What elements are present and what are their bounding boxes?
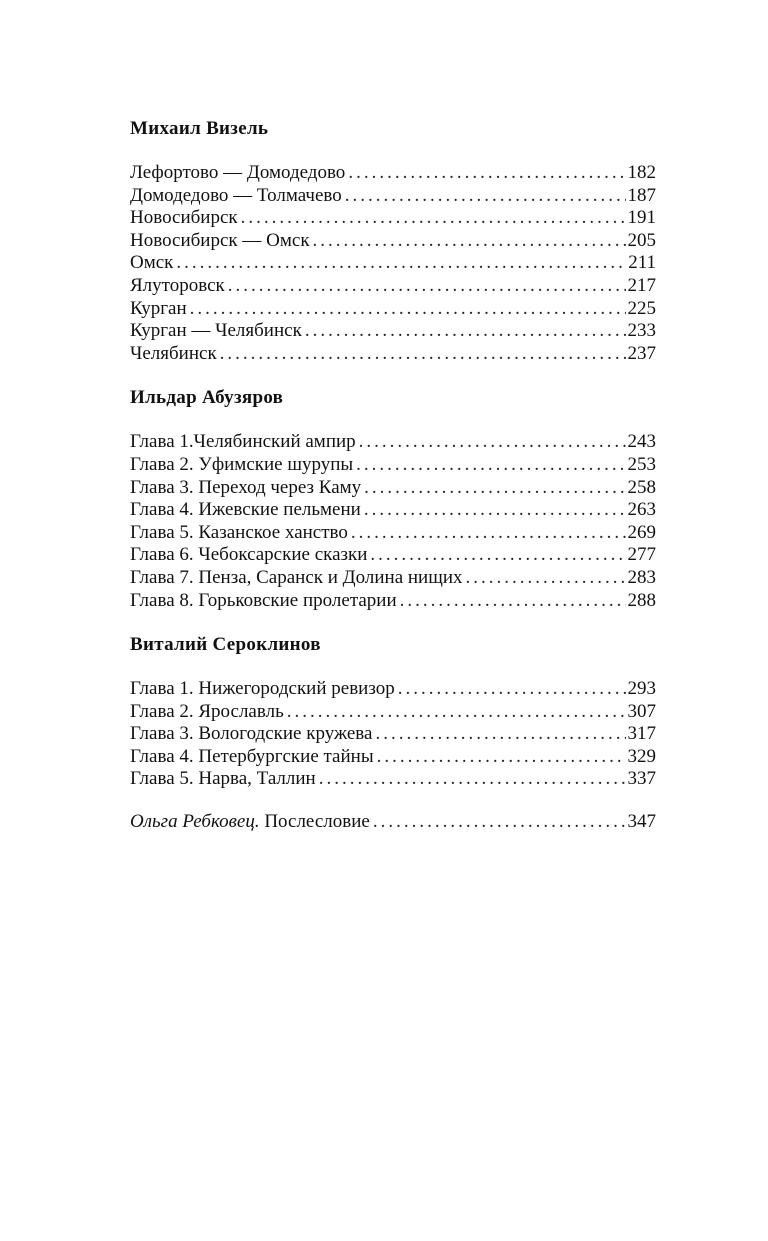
entry-title: Глава 1.Челябинский ампир [130, 431, 356, 453]
dot-leader [356, 454, 625, 477]
entry-page: 307 [627, 700, 656, 722]
entry-page: 205 [627, 229, 656, 251]
toc-entry [130, 567, 656, 590]
dot-leader [190, 298, 626, 321]
entry-title: Новосибирск [130, 207, 238, 229]
afterword-title: Послесловие [259, 811, 370, 833]
dot-leader [228, 275, 626, 298]
entry-title: Глава 3. Переход через Каму [130, 476, 362, 498]
toc-entry [130, 275, 656, 298]
toc-entry [130, 431, 656, 454]
toc-entry [130, 678, 656, 701]
toc-section [130, 116, 656, 365]
toc-entry [130, 723, 656, 746]
entry-page: 269 [627, 521, 656, 543]
table-of-contents [130, 116, 656, 854]
toc-entry [130, 185, 656, 208]
dot-leader [319, 768, 626, 791]
toc-entry [130, 207, 656, 230]
entry-title: Глава 4. Ижевские пельмени [130, 499, 361, 521]
toc-entry [130, 522, 656, 545]
toc-entry [130, 252, 656, 275]
dot-leader [305, 320, 626, 343]
entry-title: Глава 4. Петербургские тайны [130, 745, 374, 767]
entry-page: 233 [627, 320, 656, 342]
section-author: Михаил Визель [130, 118, 269, 139]
entry-page: 243 [627, 431, 656, 453]
dot-leader [241, 207, 626, 230]
entry-title: Глава 2. Уфимские шурупы [130, 453, 354, 475]
toc-entry [130, 499, 656, 522]
entry-list [130, 162, 656, 365]
entry-title: Курган — Челябинск [130, 320, 302, 342]
entry-title: Лефортово — Домодедово [130, 162, 346, 183]
entry-title: Глава 7. Пенза, Саранск и Долина нищих [130, 566, 463, 588]
dot-leader [351, 522, 626, 545]
entry-page: 337 [627, 768, 656, 790]
dot-leader [359, 431, 626, 454]
section-author: Ильдар Абузяров [130, 387, 284, 409]
entry-page: 217 [627, 274, 656, 296]
afterword-list [130, 811, 656, 834]
toc-entry [130, 298, 656, 321]
dot-leader [176, 252, 626, 275]
toc-entry [130, 701, 656, 724]
entry-list [130, 431, 656, 612]
toc-section [130, 385, 656, 612]
entry-title: Новосибирск — Омск [130, 229, 310, 251]
entry-page: 283 [627, 566, 656, 588]
dot-leader [287, 701, 626, 724]
entry-page: 277 [627, 544, 656, 566]
entry-page: 187 [627, 184, 656, 206]
entry-page: 317 [627, 723, 656, 745]
section-author: Виталий Сероклинов [130, 634, 321, 656]
toc-entry [130, 544, 656, 567]
entry-page: 191 [627, 207, 656, 229]
entry-page: 253 [627, 453, 656, 475]
toc-entry [130, 343, 656, 366]
entry-title: Глава 2. Ярославль [130, 700, 284, 722]
entry-title: Глава 8. Горьковские пролетарии [130, 589, 397, 611]
entry-page: 258 [627, 476, 656, 498]
entry-title: Ялуторовск [130, 274, 225, 296]
entry-page: 329 [627, 745, 656, 767]
entry-title: Глава 6. Чебоксарские сказки [130, 544, 368, 566]
dot-leader [400, 590, 626, 613]
dot-leader [348, 162, 625, 185]
entry-page: 225 [627, 297, 656, 319]
dot-leader [364, 477, 625, 500]
toc-section [130, 632, 656, 791]
entry-title: Глава 3. Вологодские кружева [130, 723, 373, 745]
toc-entry [130, 768, 656, 791]
dot-leader [377, 746, 626, 769]
entry-page: 347 [627, 811, 656, 833]
dot-leader [364, 499, 626, 522]
dot-leader [373, 811, 626, 834]
entry-page: 237 [627, 342, 656, 364]
entry-title: Челябинск [130, 342, 217, 364]
toc-entry [130, 746, 656, 769]
entry-title: Курган [130, 297, 187, 319]
entry-page: 288 [627, 589, 656, 611]
dot-leader [313, 230, 626, 253]
toc-entry [130, 454, 656, 477]
toc-entry [130, 162, 656, 185]
afterword-entry [130, 811, 656, 834]
toc-entry [130, 320, 656, 343]
toc-entry [130, 230, 656, 253]
entry-title: Омск [130, 252, 174, 274]
dot-leader [345, 185, 626, 208]
entry-title: Глава 1. Нижегородский ревизор [130, 678, 395, 700]
entry-page: 211 [628, 252, 656, 274]
afterword-author: Ольга Ребковец. [130, 811, 260, 833]
entry-list [130, 678, 656, 791]
entry-page: 263 [627, 499, 656, 521]
toc-entry [130, 590, 656, 613]
entry-title: Глава 5. Казанское ханство [130, 521, 348, 543]
entry-title: Домодедово — Толмачево [130, 184, 342, 206]
dot-leader [220, 343, 626, 366]
entry-title: Глава 5. Нарва, Таллин [130, 768, 316, 790]
entry-page: 293 [627, 678, 656, 700]
dot-leader [375, 723, 625, 746]
dot-leader [466, 567, 626, 590]
dot-leader [370, 544, 625, 567]
dot-leader [398, 678, 626, 701]
entry-page: 182 [627, 162, 656, 183]
toc-entry [130, 477, 656, 500]
entry-title [130, 811, 370, 834]
